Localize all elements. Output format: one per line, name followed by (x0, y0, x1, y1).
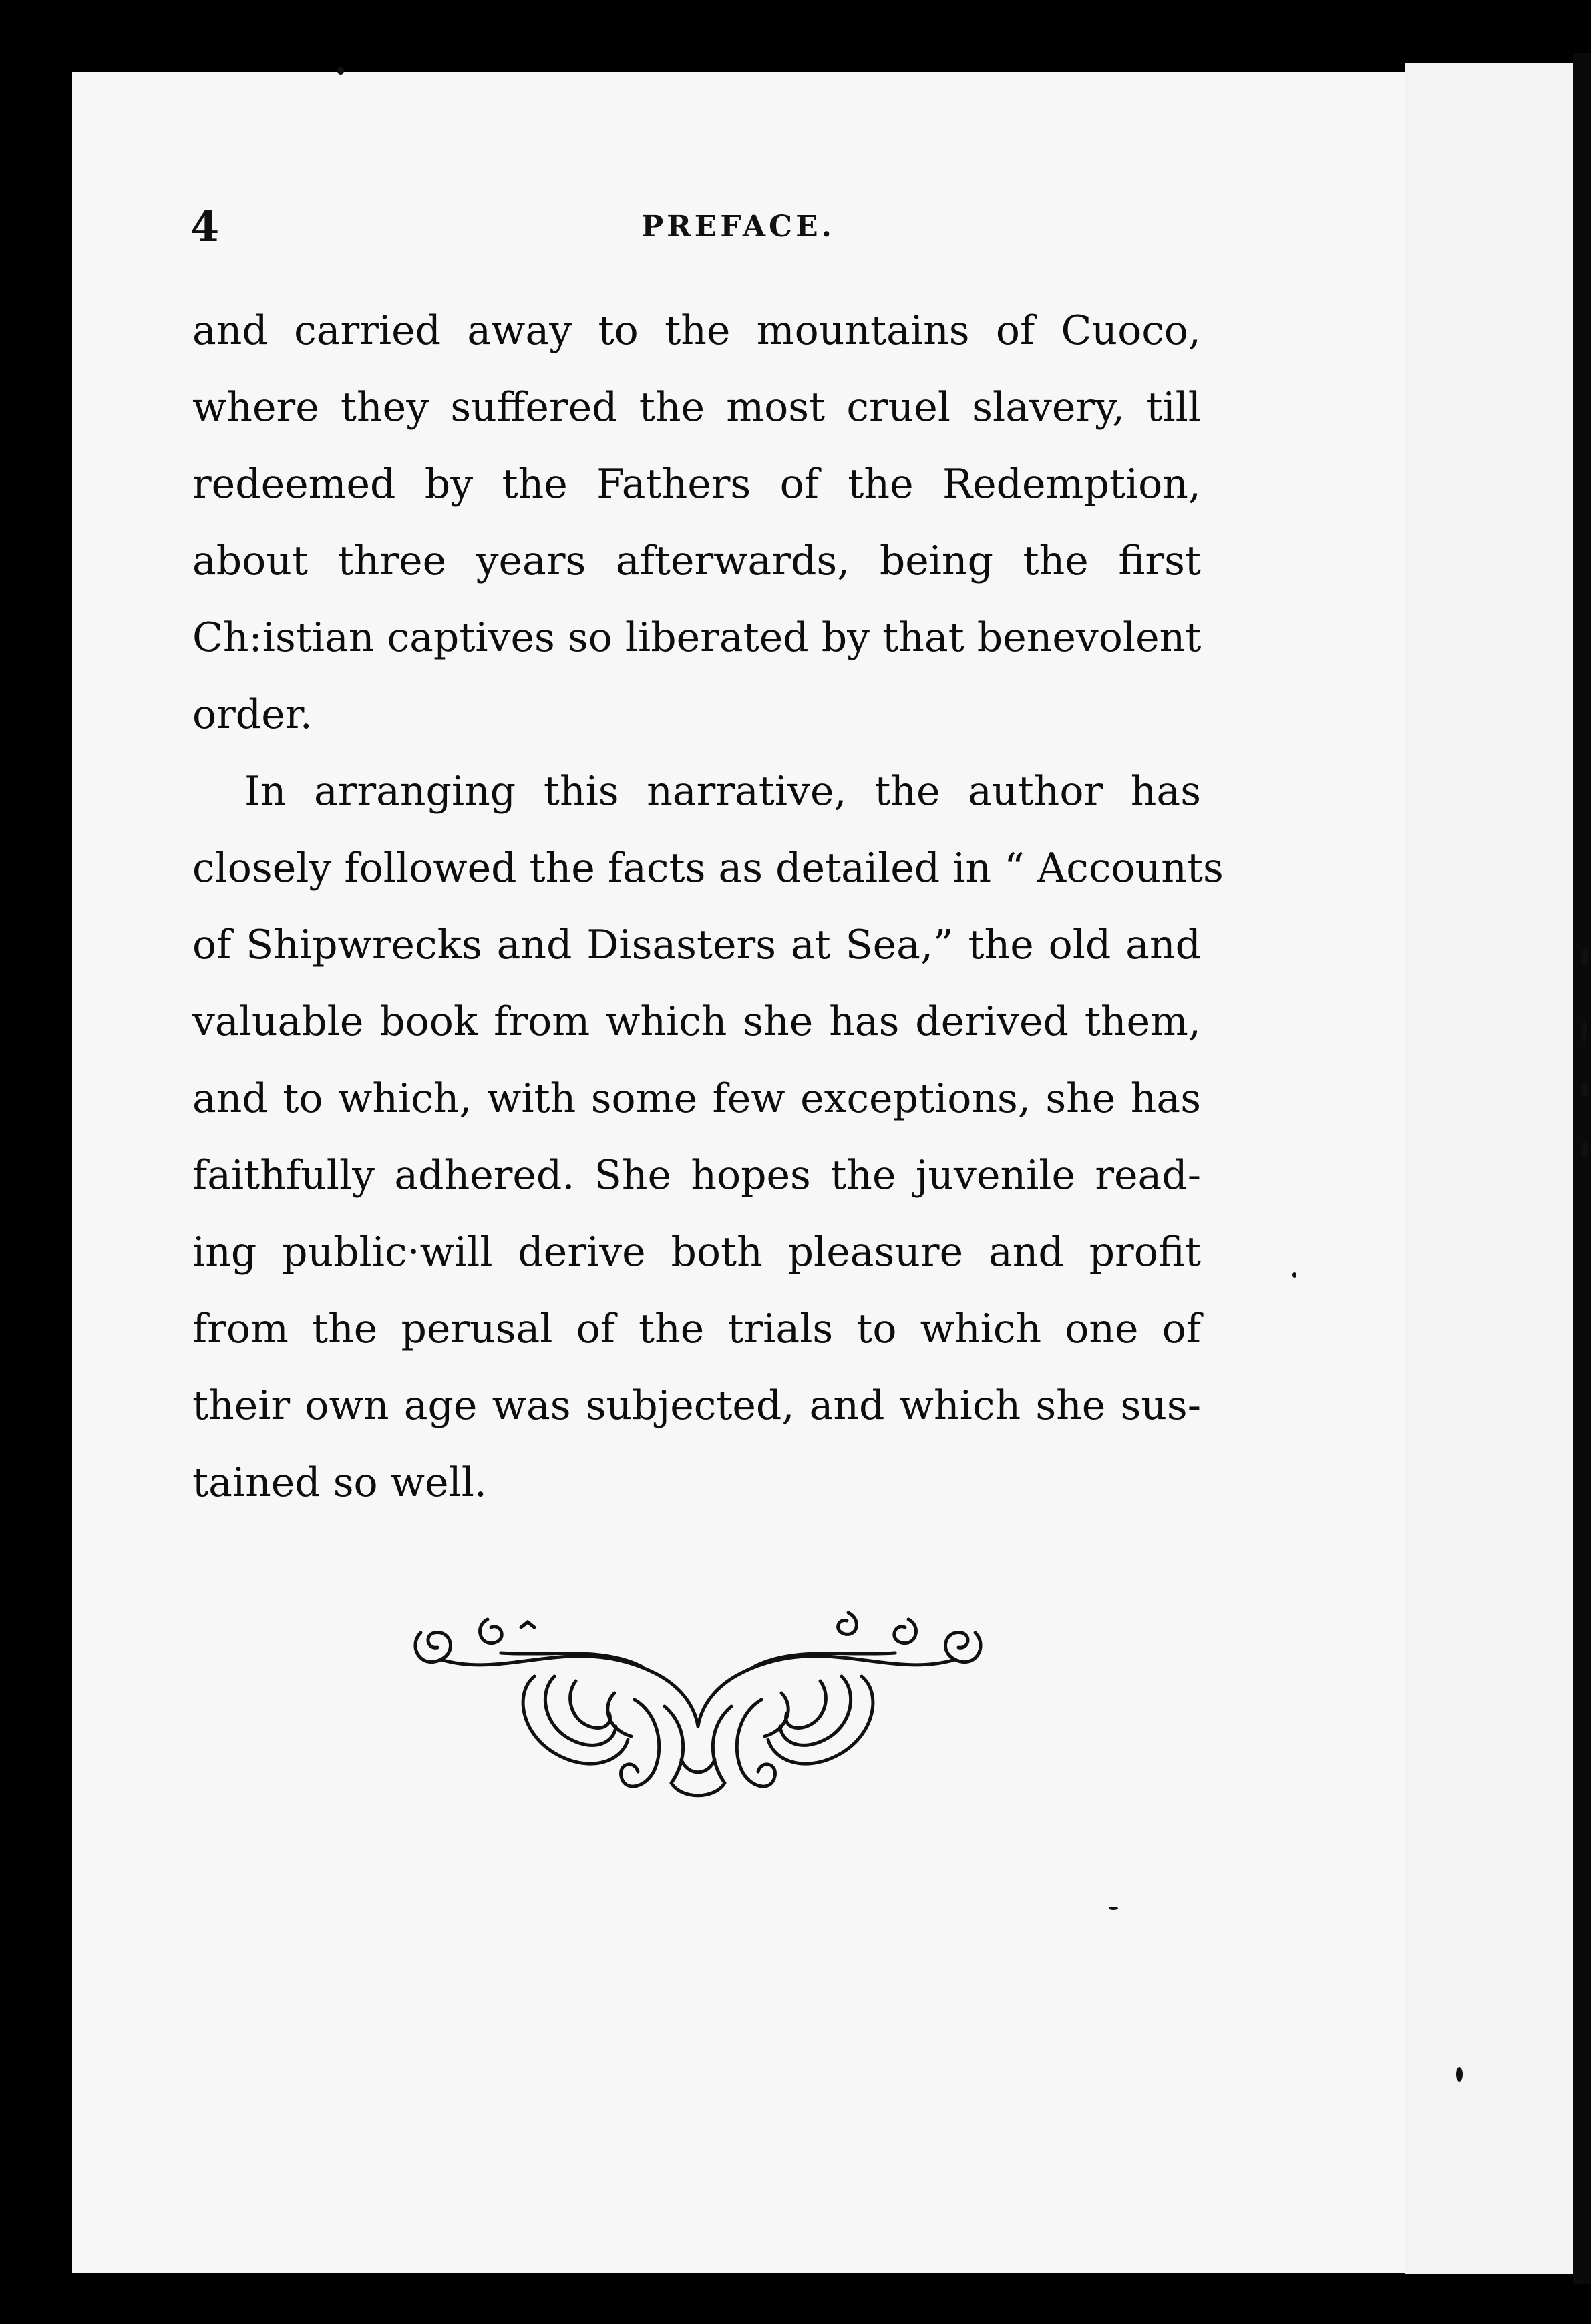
text-line: Ch:istian captives so liberated by that benevolent (192, 614, 1202, 661)
scan-speck (337, 67, 344, 75)
running-head: PREFACE. (641, 210, 835, 244)
page-header (190, 200, 1199, 254)
text-line: redeemed by the Fathers of the Redemption, (192, 461, 1201, 508)
scan-speck (1109, 1907, 1118, 1910)
scan-speck (1456, 2067, 1463, 2082)
text-line: ing public·will derive both pleasure and profit (192, 1229, 1201, 1276)
facing-page-edge (1405, 63, 1591, 2274)
scan-speck (1582, 1022, 1587, 1042)
text-line: of Shipwrecks and Disasters at Sea,” the old and (192, 922, 1201, 968)
text-line: order. (192, 691, 313, 738)
text-line: tained so well. (192, 1459, 488, 1506)
scan-speck (1582, 1142, 1588, 1157)
text-line: valuable book from which she has derived them, (192, 998, 1201, 1045)
text-line: where they suffered the most cruel slavery, till (192, 384, 1201, 431)
body-text (192, 293, 1224, 1521)
text-line: from the perusal of the trials to which one of (192, 1306, 1201, 1352)
scan-speck (1582, 1082, 1588, 1097)
text-line: In arranging this narrative, the author has (244, 768, 1201, 815)
text-line: and to which, with some few exceptions, she has (192, 1075, 1201, 1122)
scan-speck (1292, 1272, 1296, 1278)
scan-speck (1582, 948, 1588, 964)
scroll-flourish-ornament-icon (401, 1593, 995, 1806)
text-line: their own age was subjected, and which she sus- (192, 1382, 1201, 1429)
right-scan-border (1573, 53, 1591, 2284)
text-line: and carried away to the mountains of Cuoco, (192, 307, 1201, 354)
text-line: about three years afterwards, being the first (192, 538, 1201, 584)
page-number: 4 (190, 202, 220, 251)
text-line: closely followed the facts as detailed in “ Accounts (192, 845, 1224, 892)
text-line: faithfully adhered. She hopes the juvenile read- (192, 1152, 1201, 1199)
